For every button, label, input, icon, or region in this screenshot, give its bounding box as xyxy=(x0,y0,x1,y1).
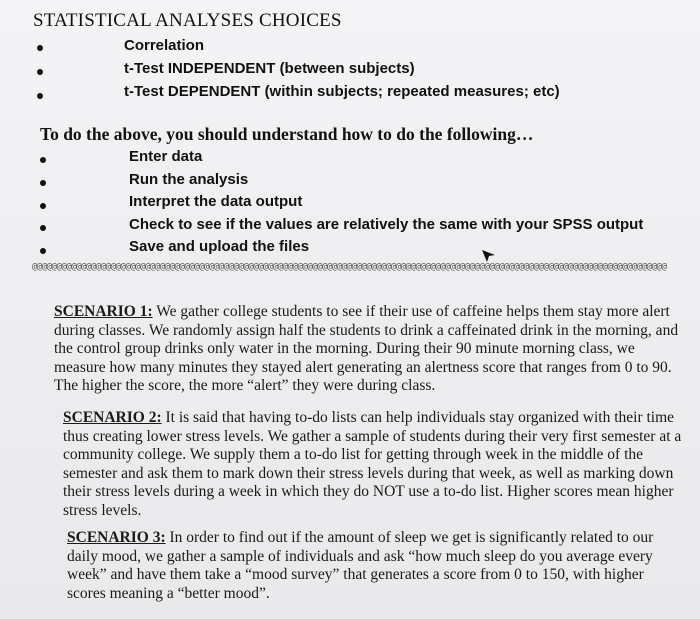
at-sign-divider: @@@@@@@@@@@@@@@@@@@@@@@@@@@@@@@@@@@@@@@@@@@@@@@@@@@@@@@@@@@@@@@@@@@@@@@@@@@@@@@@@@@@@@@@@@@@@@@@@@@@@@@@@@@@@@@@@@@@@@@@@@@@@@@@@ xyxy=(32,262,667,272)
todo-item-interpret: Interpret the data output xyxy=(129,193,303,210)
scenario-1-label: SCENARIO 1: xyxy=(54,303,153,320)
scenario-3 xyxy=(67,529,677,603)
scenario-2 xyxy=(63,409,683,521)
bullet xyxy=(37,45,43,51)
page-title: STATISTICAL ANALYSES CHOICES xyxy=(33,10,342,31)
todo-intro: To do the above, you should understand how to do the following… xyxy=(40,124,534,144)
cursor-icon xyxy=(481,249,497,263)
scenario-3-label: SCENARIO 3: xyxy=(67,529,166,546)
bullet xyxy=(37,93,43,99)
analysis-item-independent: t-Test INDEPENDENT (between subjects) xyxy=(124,60,415,77)
analysis-item-dependent: t-Test DEPENDENT (within subjects; repeated measures; etc) xyxy=(124,83,560,100)
bullet xyxy=(40,248,46,254)
bullet xyxy=(40,225,46,231)
todo-item-run-analysis: Run the analysis xyxy=(129,171,249,188)
todo-item-check-values: Check to see if the values are relatively the same with your SPSS output xyxy=(129,216,644,233)
todo-item-enter-data: Enter data xyxy=(129,148,203,165)
bullet xyxy=(40,157,46,163)
scenario-2-label: SCENARIO 2: xyxy=(63,409,162,426)
todo-item-save-upload: Save and upload the files xyxy=(129,238,310,255)
bullet xyxy=(40,203,46,209)
bullet xyxy=(40,180,46,186)
analysis-item-correlation: Correlation xyxy=(124,37,205,54)
scenario-1 xyxy=(54,303,688,396)
scenario-2-text: It is said that having to-do lists can help individuals stay organized with their time thus creating lower stress levels. We gather a sample of students during their very first semester at a community college. We supply them a to-do list for getting through week in the middle of the semester and ask them to mark down their stress levels during that week, as well as marking down their stress levels during a week in which they do NOT use a to-do list. Higher scores mean higher stress levels. xyxy=(63,409,682,519)
scenario-1-text: We gather college students to see if their use of caffeine helps them stay more alert during classes. We randomly assign half the students to drink a caffeinated drink in the morning, and the control group drinks only water in the morning. During their 90 minute morning class, we measure how many minutes they stayed alert generating an alertness score that ranges from 0 to 90. The higher the score, the more “alert” they were during class. xyxy=(54,303,679,395)
scenario-3-text: In order to find out if the amount of sleep we get is significantly related to our daily mood, we gather a sample of individuals and ask “how much sleep do you average every week” and have them take a “mood survey” that generates a score from 0 to 150, with higher scores meaning a “better mood”. xyxy=(67,529,654,602)
bullet xyxy=(37,69,43,75)
